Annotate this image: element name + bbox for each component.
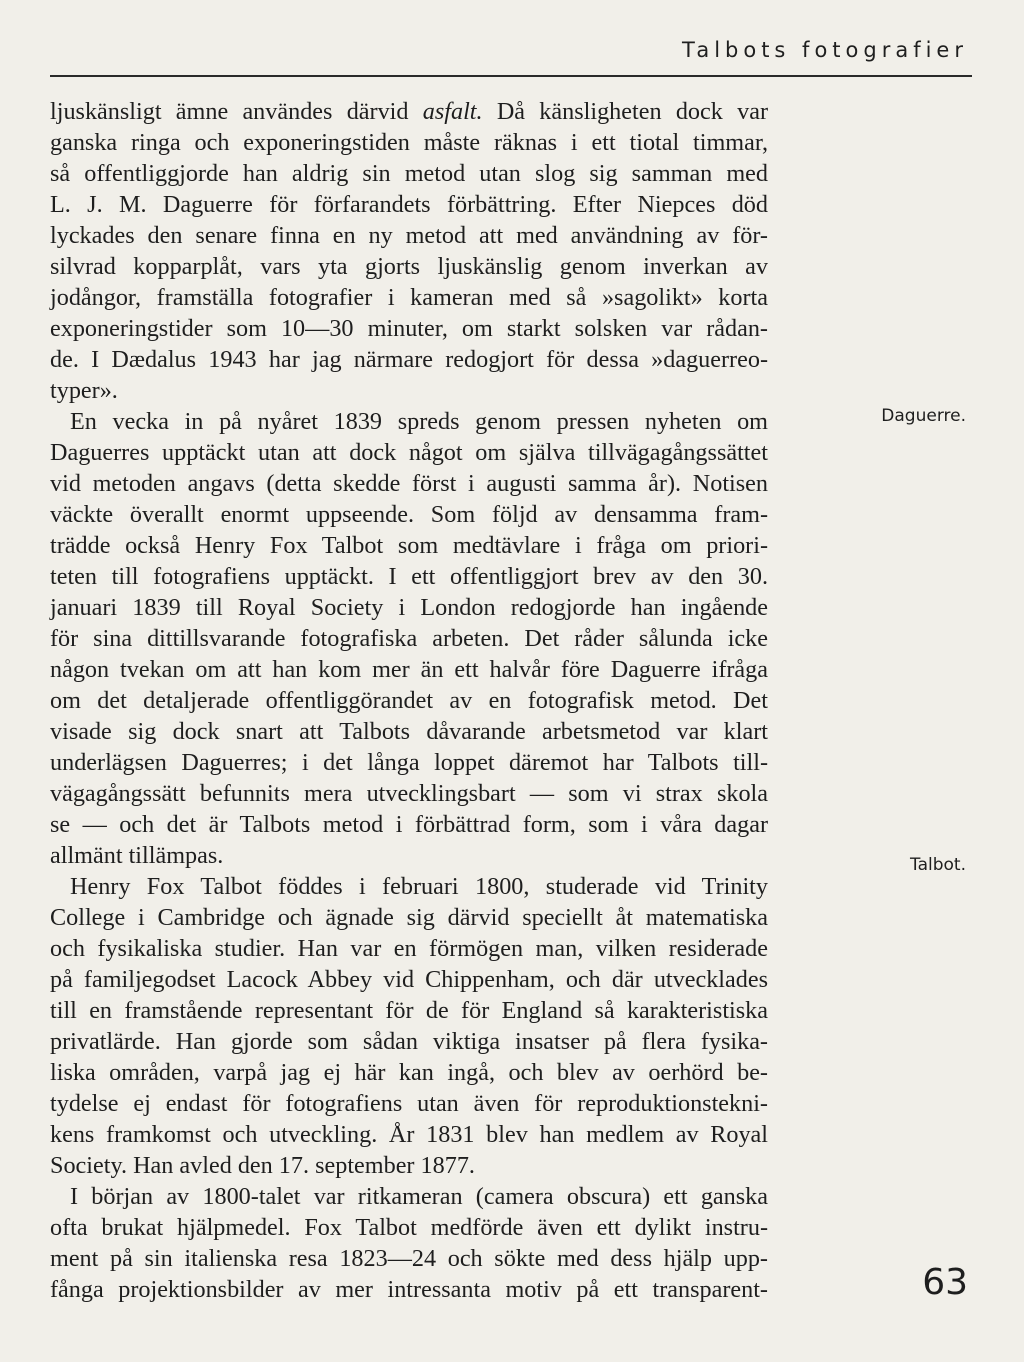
text-line: så offentliggjorde han aldrig sin metod utan slog sig samman med xyxy=(50,160,768,187)
text-line: I början av 1800-talet var ritkameran (camera obscura) ett ganska xyxy=(70,1183,768,1210)
text-line: jodångor, framställa fotografier i kameran med så »sagolikt» korta xyxy=(50,284,768,311)
text-line: typer». xyxy=(50,377,118,404)
text-line: College i Cambridge och ägnade sig därvid speciellt åt matematiska xyxy=(50,904,768,931)
text-line: underlägsen Daguerres; i det långa loppet däremot har Talbots till- xyxy=(50,749,768,776)
text-line: för sina dittillsvarande fotografiska arbeten. Det råder sålunda icke xyxy=(50,625,768,652)
header-rule xyxy=(50,75,972,77)
margin-note-daguerre: Daguerre. xyxy=(881,406,966,426)
text-line: ofta brukat hjälpmedel. Fox Talbot medförde även ett dylikt instru- xyxy=(50,1214,768,1241)
text-line: liska områden, varpå jag ej här kan ingå, och blev av oerhörd be- xyxy=(50,1059,768,1086)
text-line: vägagångssätt befunnits mera utvecklingsbart — som vi strax skola xyxy=(50,780,768,807)
text-line: och fysikaliska studier. Han var en förmögen man, vilken residerade xyxy=(50,935,768,962)
text-line-segment: Då känsligheten dock var xyxy=(482,98,768,125)
text-line: teten till fotografiens upptäckt. I ett offentliggjort brev av den 30. xyxy=(50,563,768,590)
text-line: allmänt tillämpas. xyxy=(50,842,224,869)
margin-note-talbot: Talbot. xyxy=(910,855,966,875)
text-line: om det detaljerade offentliggörandet av en fotografisk metod. Det xyxy=(50,687,768,714)
text-line: lyckades den senare finna en ny metod att med användning av för- xyxy=(50,222,768,249)
running-head: Talbots fotografier xyxy=(681,38,968,62)
text-line: privatlärde. Han gjorde som sådan viktiga insatser på flera fysika- xyxy=(50,1028,768,1055)
text-line: ganska ringa och exponeringstiden måste räknas i ett tiotal timmar, xyxy=(50,129,768,156)
text-line: de. I Dædalus 1943 har jag närmare redogjort för dessa »daguerreo- xyxy=(50,346,768,373)
text-line: fånga projektionsbilder av mer intressanta motiv på ett transparent- xyxy=(50,1276,768,1303)
text-line: någon tvekan om att han kom mer än ett halvår före Daguerre ifråga xyxy=(50,656,768,683)
text-line: på familjegodset Lacock Abbey vid Chippenham, och där utvecklades xyxy=(50,966,768,993)
text-line: Society. Han avled den 17. september 1877. xyxy=(50,1152,475,1179)
text-line: till en framstående representant för de för England så karakteristiska xyxy=(50,997,768,1024)
text-line: januari 1839 till Royal Society i London redogjorde han ingående xyxy=(50,594,768,621)
text-line: vid metoden angavs (detta skedde först i augusti samma år). Notisen xyxy=(50,470,768,497)
text-line: silvrad kopparplåt, vars yta gjorts ljuskänslig genom inverkan av xyxy=(50,253,768,280)
text-line: kens framkomst och utveckling. År 1831 blev han medlem av Royal xyxy=(50,1121,768,1148)
text-line: exponeringstider som 10—30 minuter, om starkt solsken var rådan- xyxy=(50,315,768,342)
text-line: ment på sin italienska resa 1823—24 och sökte med dess hjälp upp- xyxy=(50,1245,768,1272)
text-line: se — och det är Talbots metod i förbättrad form, som i våra dagar xyxy=(50,811,768,838)
emphasized-word: asfalt. xyxy=(422,98,483,125)
text-line-segment: ljuskänsligt ämne användes därvid xyxy=(50,98,423,125)
text-line: väckte överallt enormt uppseende. Som följd av densamma fram- xyxy=(50,501,768,528)
text-line: En vecka in på nyåret 1839 spreds genom pressen nyheten om xyxy=(70,408,768,435)
text-line: visade sig dock snart att Talbots dåvarande arbetsmetod var klart xyxy=(50,718,768,745)
text-line: L. J. M. Daguerre för förfarandets förbättring. Efter Niepces död xyxy=(50,191,768,218)
text-line xyxy=(50,96,768,127)
text-line: tydelse ej endast för fotografiens utan även för reproduktionstekni- xyxy=(50,1090,768,1117)
text-line: trädde också Henry Fox Talbot som medtävlare i fråga om priori- xyxy=(50,532,768,559)
text-line: Henry Fox Talbot föddes i februari 1800, studerade vid Trinity xyxy=(70,873,768,900)
text-line: Daguerres upptäckt utan att dock något om själva tillvägagångssättet xyxy=(50,439,768,466)
body-text xyxy=(50,96,768,1305)
page-number: 63 xyxy=(922,1262,968,1303)
